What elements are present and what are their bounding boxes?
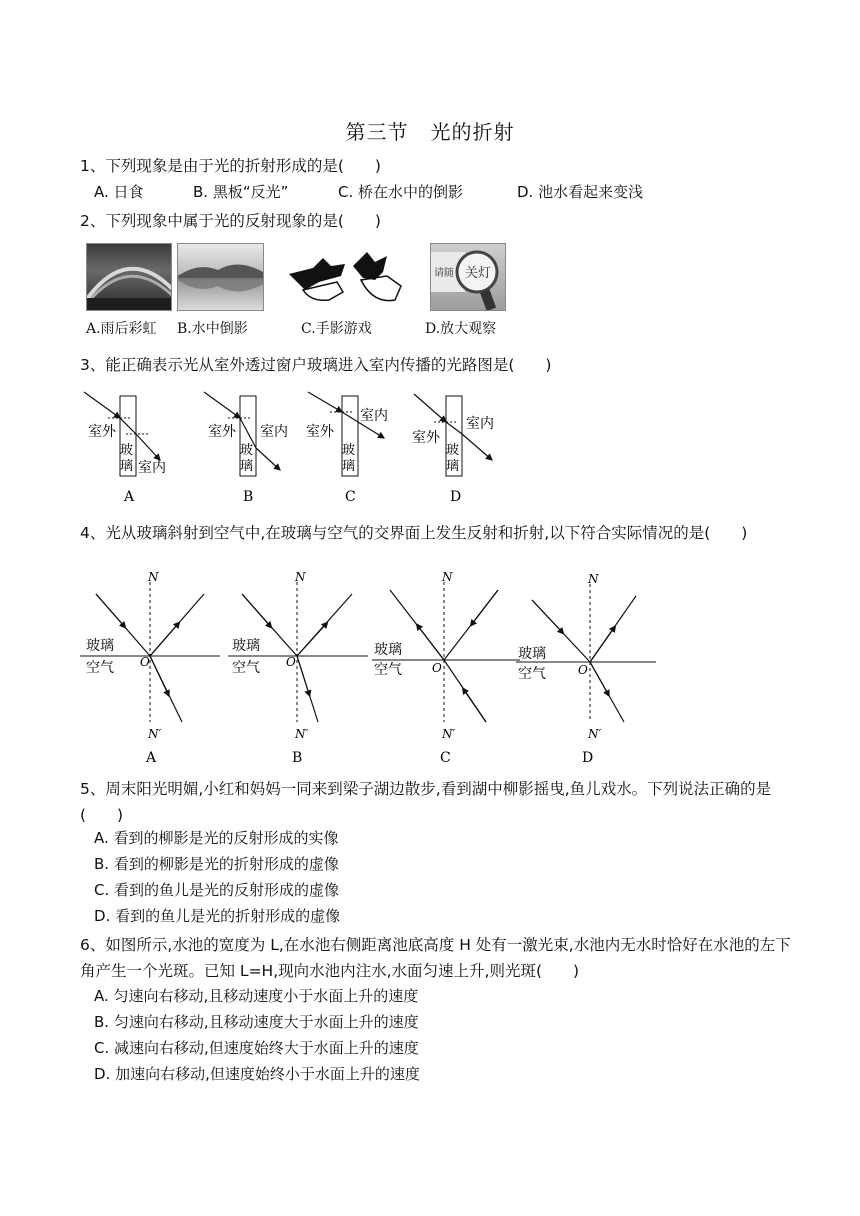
q3-diagram-b — [204, 392, 288, 505]
q6-option-d: D. 加速向右移动,但速度始终小于水面上升的速度 — [94, 1065, 420, 1083]
q4-diagram-a — [80, 570, 220, 766]
svg-text:玻璃: 玻璃 — [86, 638, 114, 654]
q4-letter-c: C — [440, 750, 451, 766]
section-title: 光的折射 — [430, 120, 515, 144]
q1-option-b: B. 黑板“反光” — [193, 183, 289, 201]
q3-letter-a: A — [124, 489, 135, 505]
q2-caption-a: A.雨后彩虹 — [86, 321, 157, 337]
magnifier-photo — [430, 243, 506, 311]
svg-text:玻: 玻 — [120, 443, 134, 458]
svg-text:璃: 璃 — [120, 459, 134, 474]
q4-letter-d: D — [582, 750, 594, 766]
hand-shadow-icon — [283, 246, 409, 310]
q4-diagram-c — [372, 570, 520, 766]
q3-stem: 3、能正确表示光从室外透过窗户玻璃进入室内传播的光路图是( ) — [80, 356, 552, 374]
svg-text:O: O — [432, 661, 442, 675]
svg-text:室内: 室内 — [466, 416, 494, 432]
svg-text:玻: 玻 — [446, 443, 460, 458]
q3-diagram-c — [306, 392, 388, 505]
svg-text:N: N — [148, 570, 159, 584]
q5-option-b: B. 看到的柳影是光的折射形成的虚像 — [94, 855, 339, 873]
svg-text:空气: 空气 — [86, 660, 114, 676]
svg-text:室内: 室内 — [138, 460, 166, 476]
svg-text:璃: 璃 — [240, 459, 254, 474]
landscape-icon — [178, 244, 263, 310]
q5-stem: 5、周末阳光明媚,小红和妈妈一同来到梁子湖边散步,看到湖中柳影摇曳,鱼儿戏水。下列说法正确的是( ) — [80, 780, 772, 824]
water-reflection-photo — [177, 243, 264, 311]
svg-text:室外: 室外 — [412, 430, 440, 446]
svg-text:N′: N′ — [148, 727, 162, 741]
q2-caption-b: B.水中倒影 — [177, 321, 248, 337]
svg-text:室外: 室外 — [306, 424, 334, 440]
svg-text:玻璃: 玻璃 — [518, 646, 546, 662]
svg-text:N: N — [588, 572, 599, 586]
svg-text:室外: 室外 — [88, 424, 116, 440]
hand-shadow-picture — [283, 246, 409, 310]
svg-text:室内: 室内 — [360, 408, 388, 424]
svg-text:N: N — [295, 570, 306, 584]
q4-figures — [80, 566, 670, 766]
q4-diagram-d — [516, 572, 656, 766]
svg-text:空气: 空气 — [232, 660, 260, 676]
q4-stem: 4、光从玻璃斜射到空气中,在玻璃与空气的交界面上发生反射和折射,以下符合实际情况的是( ) — [80, 524, 748, 542]
svg-text:O: O — [140, 655, 150, 669]
svg-text:室外: 室外 — [208, 424, 236, 440]
q4-diagram-b — [228, 570, 368, 766]
svg-text:空气: 空气 — [374, 662, 402, 678]
q6-option-c: C. 减速向右移动,但速度始终大于水面上升的速度 — [94, 1039, 419, 1057]
q2-caption-d: D.放大观察 — [425, 321, 497, 337]
magnifier-icon — [431, 244, 505, 310]
q6-option-a: A. 匀速向右移动,且移动速度小于水面上升的速度 — [94, 987, 419, 1005]
q1-stem: 1、下列现象是由于光的折射形成的是( ) — [80, 157, 381, 175]
q5-option-c: C. 看到的鱼儿是光的反射形成的虚像 — [94, 881, 340, 899]
sign-text-large: 关灯 — [465, 266, 492, 281]
svg-text:N′: N′ — [588, 727, 602, 741]
svg-text:O: O — [286, 655, 296, 669]
svg-text:N: N — [442, 570, 453, 584]
svg-text:玻: 玻 — [342, 443, 356, 458]
q5-option-d: D. 看到的鱼儿是光的折射形成的虚像 — [94, 907, 341, 925]
q4-letter-a: A — [146, 750, 157, 766]
svg-text:空气: 空气 — [518, 666, 546, 682]
page-title — [0, 116, 860, 145]
q6-stem: 6、如图所示,水池的宽度为 L,在水池右侧距离池底高度 H 处有一激光束,水池内无水时恰好在水池的左下角产生一个光斑。已知 L=H,现向水池内注水,水面匀速上升,则光斑( ) — [80, 936, 791, 980]
q3-diagram-d — [412, 394, 494, 505]
q3-letter-c: C — [345, 489, 356, 505]
q1-option-c: C. 桥在水中的倒影 — [338, 183, 464, 201]
q6-option-b: B. 匀速向右移动,且移动速度大于水面上升的速度 — [94, 1013, 419, 1031]
sign-text-small: 请随 — [434, 268, 454, 279]
section-number: 第三节 — [345, 120, 409, 144]
svg-text:O: O — [578, 663, 588, 677]
svg-text:N′: N′ — [442, 727, 456, 741]
q1-option-d: D. 池水看起来变浅 — [517, 183, 644, 201]
rainbow-icon — [87, 244, 171, 310]
svg-text:玻璃: 玻璃 — [232, 638, 260, 654]
svg-text:N′: N′ — [295, 727, 309, 741]
q1-option-a: A. 日食 — [94, 183, 144, 201]
svg-text:璃: 璃 — [342, 459, 356, 474]
svg-text:玻璃: 玻璃 — [374, 642, 402, 658]
q2-caption-c: C.手影游戏 — [301, 321, 372, 337]
q2-stem: 2、下列现象中属于光的反射现象的是( ) — [80, 212, 381, 230]
q5-option-a: A. 看到的柳影是光的反射形成的实像 — [94, 829, 339, 847]
svg-text:室内: 室内 — [260, 424, 288, 440]
rainbow-photo — [86, 243, 172, 311]
q3-letter-b: B — [243, 489, 254, 505]
svg-text:璃: 璃 — [446, 459, 460, 474]
q3-figures — [80, 384, 520, 506]
q4-letter-b: B — [292, 750, 303, 766]
svg-text:玻: 玻 — [240, 443, 254, 458]
q3-diagram-a — [84, 392, 166, 505]
q3-letter-d: D — [450, 489, 462, 505]
